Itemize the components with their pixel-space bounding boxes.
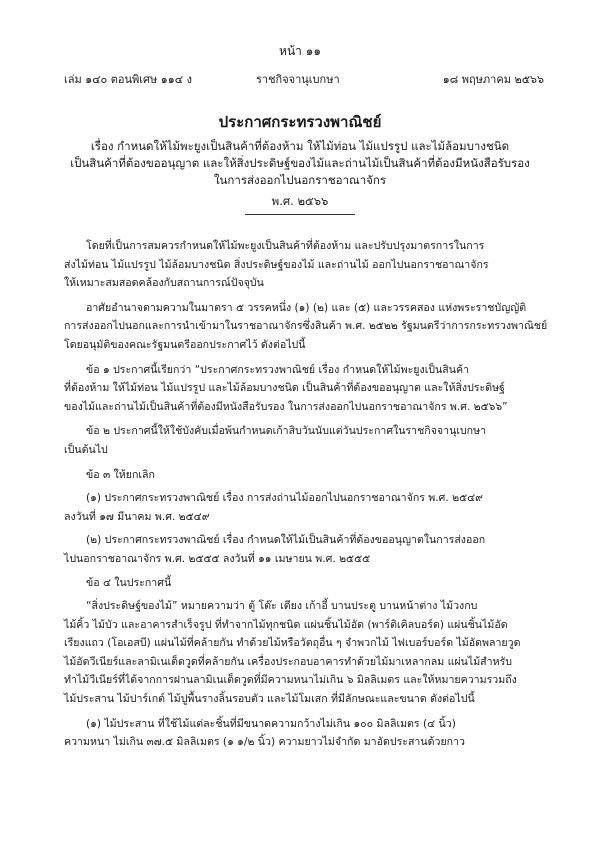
subject-line: เป็นสินค้าที่ต้องขออนุญาต และให้สิ่งประดิษฐ์ของไม้และถ่านไม้เป็นสินค้าที่ต้องมีหนังสือรับรอง: [70, 156, 530, 170]
paragraph-clause-1: [64, 361, 534, 417]
header-date: ๑๘ พฤษภาคม ๒๕๖๖: [442, 73, 544, 86]
paragraph-preamble: [64, 237, 534, 293]
body-line: (๑) ประกาศกระทรวงพาณิชย์ เรื่อง การส่งถ่านไม้ออกไปนอกราชอาณาจักร พ.ศ. ๒๕๔๙: [86, 492, 483, 505]
page-number: หน้า ๑๑: [279, 44, 321, 58]
header-volume-issue: เล่ม ๑๔๐ ตอนพิเศษ ๑๑๔ ง: [64, 73, 192, 86]
paragraph-clause-3-item-1: [64, 489, 534, 526]
body-line: “สิ่งประดิษฐ์ของไม้” หมายความว่า ตู้ โต๊ะ เตียง เก้าอี้ บานประตู บานหน้าต่าง ไม้วงกบ: [86, 600, 478, 613]
body-line: ไม้คิ้ว ไม้บัว และอาคารสำเร็จรูป ที่ทำจากไม้ทุกชนิด แผ่นชิ้นไม้อัด (พาร์ติเคิลบอร์ด) แผ่นชิ้นไม้อัด: [64, 618, 508, 631]
title-divider: [245, 214, 355, 215]
body-line: ข้อ ๒ ประกาศนี้ให้ใช้บังคับเมื่อพ้นกำหนดเก้าสิบวันนับแต่วันประกาศในราชกิจจานุเบกษา: [86, 425, 487, 438]
body-line: ลงวันที่ ๑๗ มีนาคม พ.ศ. ๒๕๔๙: [64, 510, 210, 523]
subject-line: ในการส่งออกไปนอกราชอาณาจักร: [213, 173, 387, 187]
paragraph-authority: [64, 299, 548, 355]
announcement-body: [64, 237, 548, 758]
paragraph-definition: [64, 597, 534, 709]
body-line: การส่งออกไปนอกและการนำเข้ามาในราชอาณาจักรซึ่งสินค้า พ.ศ. ๒๕๒๒ รัฐมนตรีว่าการกระทรวงพาณิชย์: [64, 320, 548, 333]
announcement-year: พ.ศ. ๒๕๖๖: [271, 194, 329, 208]
body-line: เรียงแถว (โอเอสบี) แผ่นไม้ที่คล้ายกัน ทำด้วยไม้หรือวัตถุอื่น ๆ จำพวกไม้ ไฟเบอร์บอร์ด ไม้อัดพลายวูด: [64, 637, 521, 650]
announcement-subject: [50, 138, 550, 189]
body-line: ไปนอกราชอาณาจักร พ.ศ. ๒๕๕๕ ลงวันที่ ๑๑ เมษายน พ.ศ. ๒๕๕๕: [64, 552, 371, 565]
paragraph-clause-3-item-2: [64, 531, 534, 568]
body-line: ข้อ ๓ ให้ยกเลิก: [86, 468, 155, 481]
body-line: โดยอนุมัติของคณะรัฐมนตรีออกประกาศไว้ ดังต่อไปนี้: [64, 338, 306, 351]
paragraph-clause-4: [64, 574, 534, 593]
announcement-title: ประกาศกระทรวงพาณิชย์: [218, 113, 382, 131]
body-line: ความหนา ไม่เกิน ๓๗.๕ มิลลิเมตร (๑ ๑/๒ นิ้ว) ความยาวไม่จำกัด มาอัดประสานด้วยกาว: [64, 736, 465, 749]
body-line: ไม้ประสาน ไม้ปาร์เกต์ ไม้ปูพื้นรางลิ้นรอบตัว และไม้โมเสก ที่มีลักษณะและขนาด ดังต่อไปนี้: [64, 693, 475, 706]
paragraph-clause-2: [64, 422, 534, 459]
subject-line: เรื่อง กำหนดให้ไม้พะยูงเป็นสินค้าที่ต้องห้าม ให้ไม้ท่อน ไม้แปรรูป และไม้ล้อมบางชนิด: [90, 139, 510, 153]
body-line: ไม้อัดวีเนียร์และลามิเนเต็ดวูดที่คล้ายกัน เครื่องประกอบอาคารทำด้วยไม้มาเหลากลม แผ่นไม้สำหรับ: [64, 655, 512, 668]
body-line: ที่ต้องห้าม ให้ไม้ท่อน ไม้แปรรูป และไม้ล้อมบางชนิด เป็นสินค้าที่ต้องขออนุญาต และให้สิ่งประดิษฐ์: [64, 382, 505, 395]
paragraph-definition-item-1: [64, 715, 534, 752]
body-line: ของไม้และถ่านไม้เป็นสินค้าที่ต้องมีหนังสือรับรอง ในการส่งออกไปนอกราชอาณาจักร พ.ศ. ๒๕๖๖”: [64, 400, 508, 413]
body-line: อาศัยอำนาจตามความในมาตรา ๕ วรรคหนึ่ง (๑) (๒) และ (๕) และวรรคสอง แห่งพระราชบัญญัติ: [86, 301, 527, 314]
header-gazette-name: ราชกิจจานุเบกษา: [256, 73, 340, 86]
body-line: (๒) ประกาศกระทรวงพาณิชย์ เรื่อง กำหนดให้ไม้เป็นสินค้าที่ต้องขออนุญาตในการส่งออก: [86, 534, 486, 547]
body-line: เป็นต้นไป: [64, 443, 108, 456]
body-line: (๑) ไม้ประสาน ที่ใช้ไม้แต่ละชิ้นที่มีขนาดความกว้างไม่เกิน ๑๐๐ มิลลิเมตร (๔ นิ้ว): [86, 717, 456, 730]
body-line: ข้อ ๔ ในประกาศนี้: [86, 576, 172, 589]
paragraph-clause-3: [64, 466, 534, 485]
body-line: โดยที่เป็นการสมควรกำหนดให้ไม้พะยูงเป็นสินค้าที่ต้องห้าม และปรับปรุงมาตรการในการ: [86, 240, 485, 252]
body-line: ข้อ ๑ ประกาศนี้เรียกว่า “ประกาศกระทรวงพาณิชย์ เรื่อง กำหนดให้ไม้พะยูงเป็นสินค้า: [86, 363, 470, 376]
body-line: ส่งไม้ท่อน ไม้แปรรูป ไม้ล้อมบางชนิด สิ่งประดิษฐ์ของไม้ และถ่านไม้ ออกไปนอกราชอาณาจักร: [64, 258, 489, 271]
body-line: ทำไม้วีเนียร์ที่ได้จากการฝานลามิเนเต็ดวูดที่มีความหนาไม่เกิน ๖ มิลลิเมตร และให้หมายความรวมถึง: [64, 674, 517, 687]
body-line: ให้เหมาะสมสอดคล้องกับสถานการณ์ปัจจุบัน: [64, 277, 264, 290]
